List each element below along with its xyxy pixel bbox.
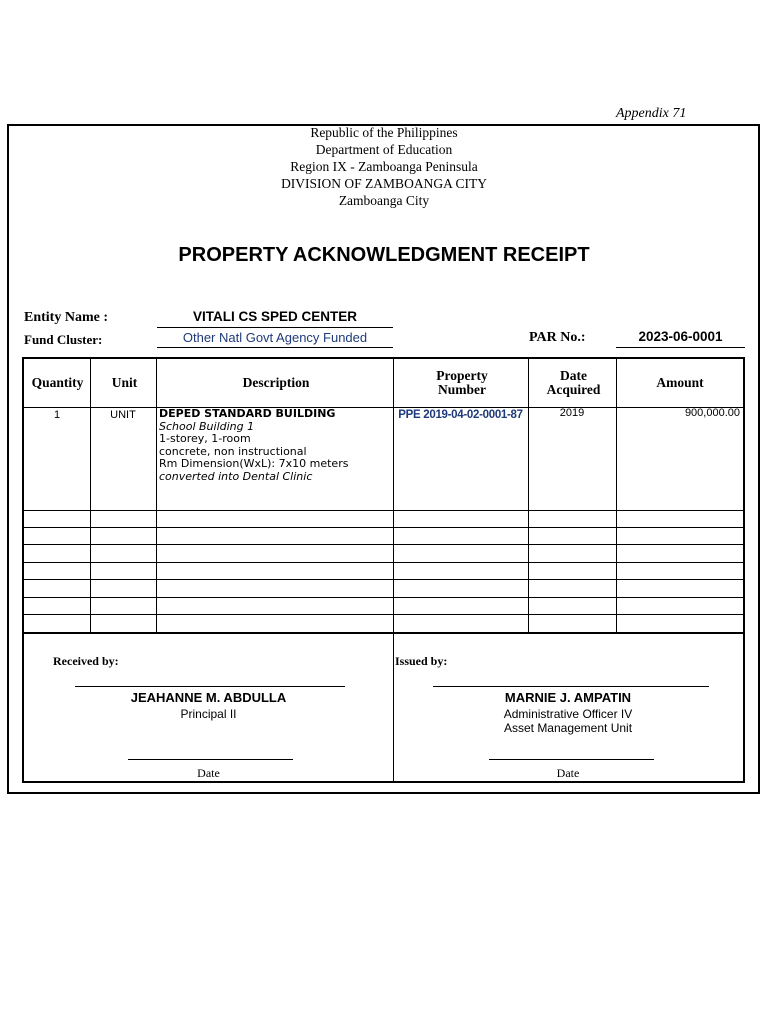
item-amount: 900,000.00 — [684, 407, 740, 419]
header-line-division: DIVISION OF ZAMBOANGA CITY — [281, 176, 487, 191]
item-quantity: 1 — [53, 409, 61, 421]
received-signature-line — [75, 686, 345, 687]
col-header-property-number — [394, 359, 530, 407]
row-divider — [24, 527, 743, 528]
row-divider — [24, 562, 743, 563]
row-divider — [24, 510, 743, 511]
issued-date-line — [489, 759, 654, 760]
received-by-position: Principal II — [180, 707, 237, 721]
appendix-label: Appendix 71 — [616, 106, 687, 121]
col-header-date-acquired — [530, 359, 617, 407]
issued-by-unit: Asset Management Unit — [503, 721, 633, 735]
par-no-label: PAR No.: — [529, 330, 586, 345]
issued-signature-line — [433, 686, 709, 687]
received-by-label: Received by: — [53, 654, 119, 668]
row-divider — [24, 597, 743, 598]
col-header-property-number-line2: Number — [438, 382, 486, 397]
col-header-quantity: Quantity — [31, 375, 84, 390]
description-line: DEPED STANDARD BUILDING — [159, 407, 336, 420]
par-no-value: 2023-06-0001 — [616, 329, 745, 348]
item-description — [159, 408, 391, 483]
description-line: concrete, non instructional — [159, 444, 307, 458]
header-line-department: Department of Education — [315, 142, 453, 157]
description-line: School Building 1 — [159, 419, 255, 433]
item-property-number: PPE 2019-04-02-0001-87 — [398, 409, 523, 421]
col-divider — [616, 359, 617, 633]
col-header-unit: Unit — [111, 375, 138, 390]
col-header-property-number-line1: Property — [436, 368, 488, 383]
col-divider — [156, 359, 157, 633]
item-unit: UNIT — [110, 409, 136, 421]
col-header-amount: Amount — [656, 375, 704, 390]
row-divider — [24, 614, 743, 615]
fund-cluster-value: Other Natl Govt Agency Funded — [157, 330, 393, 348]
received-by-name: JEAHANNE M. ABDULLA — [130, 690, 287, 705]
issued-by-name: MARNIE J. AMPATIN — [504, 690, 632, 705]
entity-name-label: Entity Name : — [24, 310, 108, 325]
description-line: converted into Dental Clinic — [159, 469, 313, 483]
entity-name-value: VITALI CS SPED CENTER — [157, 309, 393, 328]
col-header-date-acquired-line2: Acquired — [546, 382, 601, 397]
col-divider — [90, 359, 91, 633]
header-line-city: Zamboanga City — [338, 193, 430, 208]
header-line-region: Region IX - Zamboanga Peninsula — [290, 159, 478, 174]
row-divider — [24, 579, 743, 580]
issued-by-label: Issued by: — [395, 654, 448, 668]
item-date-acquired: 2019 — [559, 407, 585, 419]
col-header-description: Description — [242, 375, 310, 390]
fund-cluster-label: Fund Cluster: — [24, 332, 103, 347]
document-title: PROPERTY ACKNOWLEDGMENT RECEIPT — [178, 244, 590, 266]
row-divider — [24, 544, 743, 545]
description-line: Rm Dimension(WxL): 7x10 meters — [159, 457, 349, 470]
description-line: 1-storey, 1-room — [159, 432, 251, 445]
col-divider — [528, 359, 529, 633]
issued-date-label: Date — [556, 766, 580, 780]
property-table — [22, 357, 745, 783]
header-line-republic: Republic of the Philippines — [310, 125, 458, 140]
issued-by-position: Administrative Officer IV — [503, 707, 633, 721]
signature-section-divider — [24, 632, 743, 634]
received-date-line — [128, 759, 293, 760]
col-header-date-acquired-line1: Date — [560, 368, 587, 383]
received-date-label: Date — [197, 766, 220, 780]
